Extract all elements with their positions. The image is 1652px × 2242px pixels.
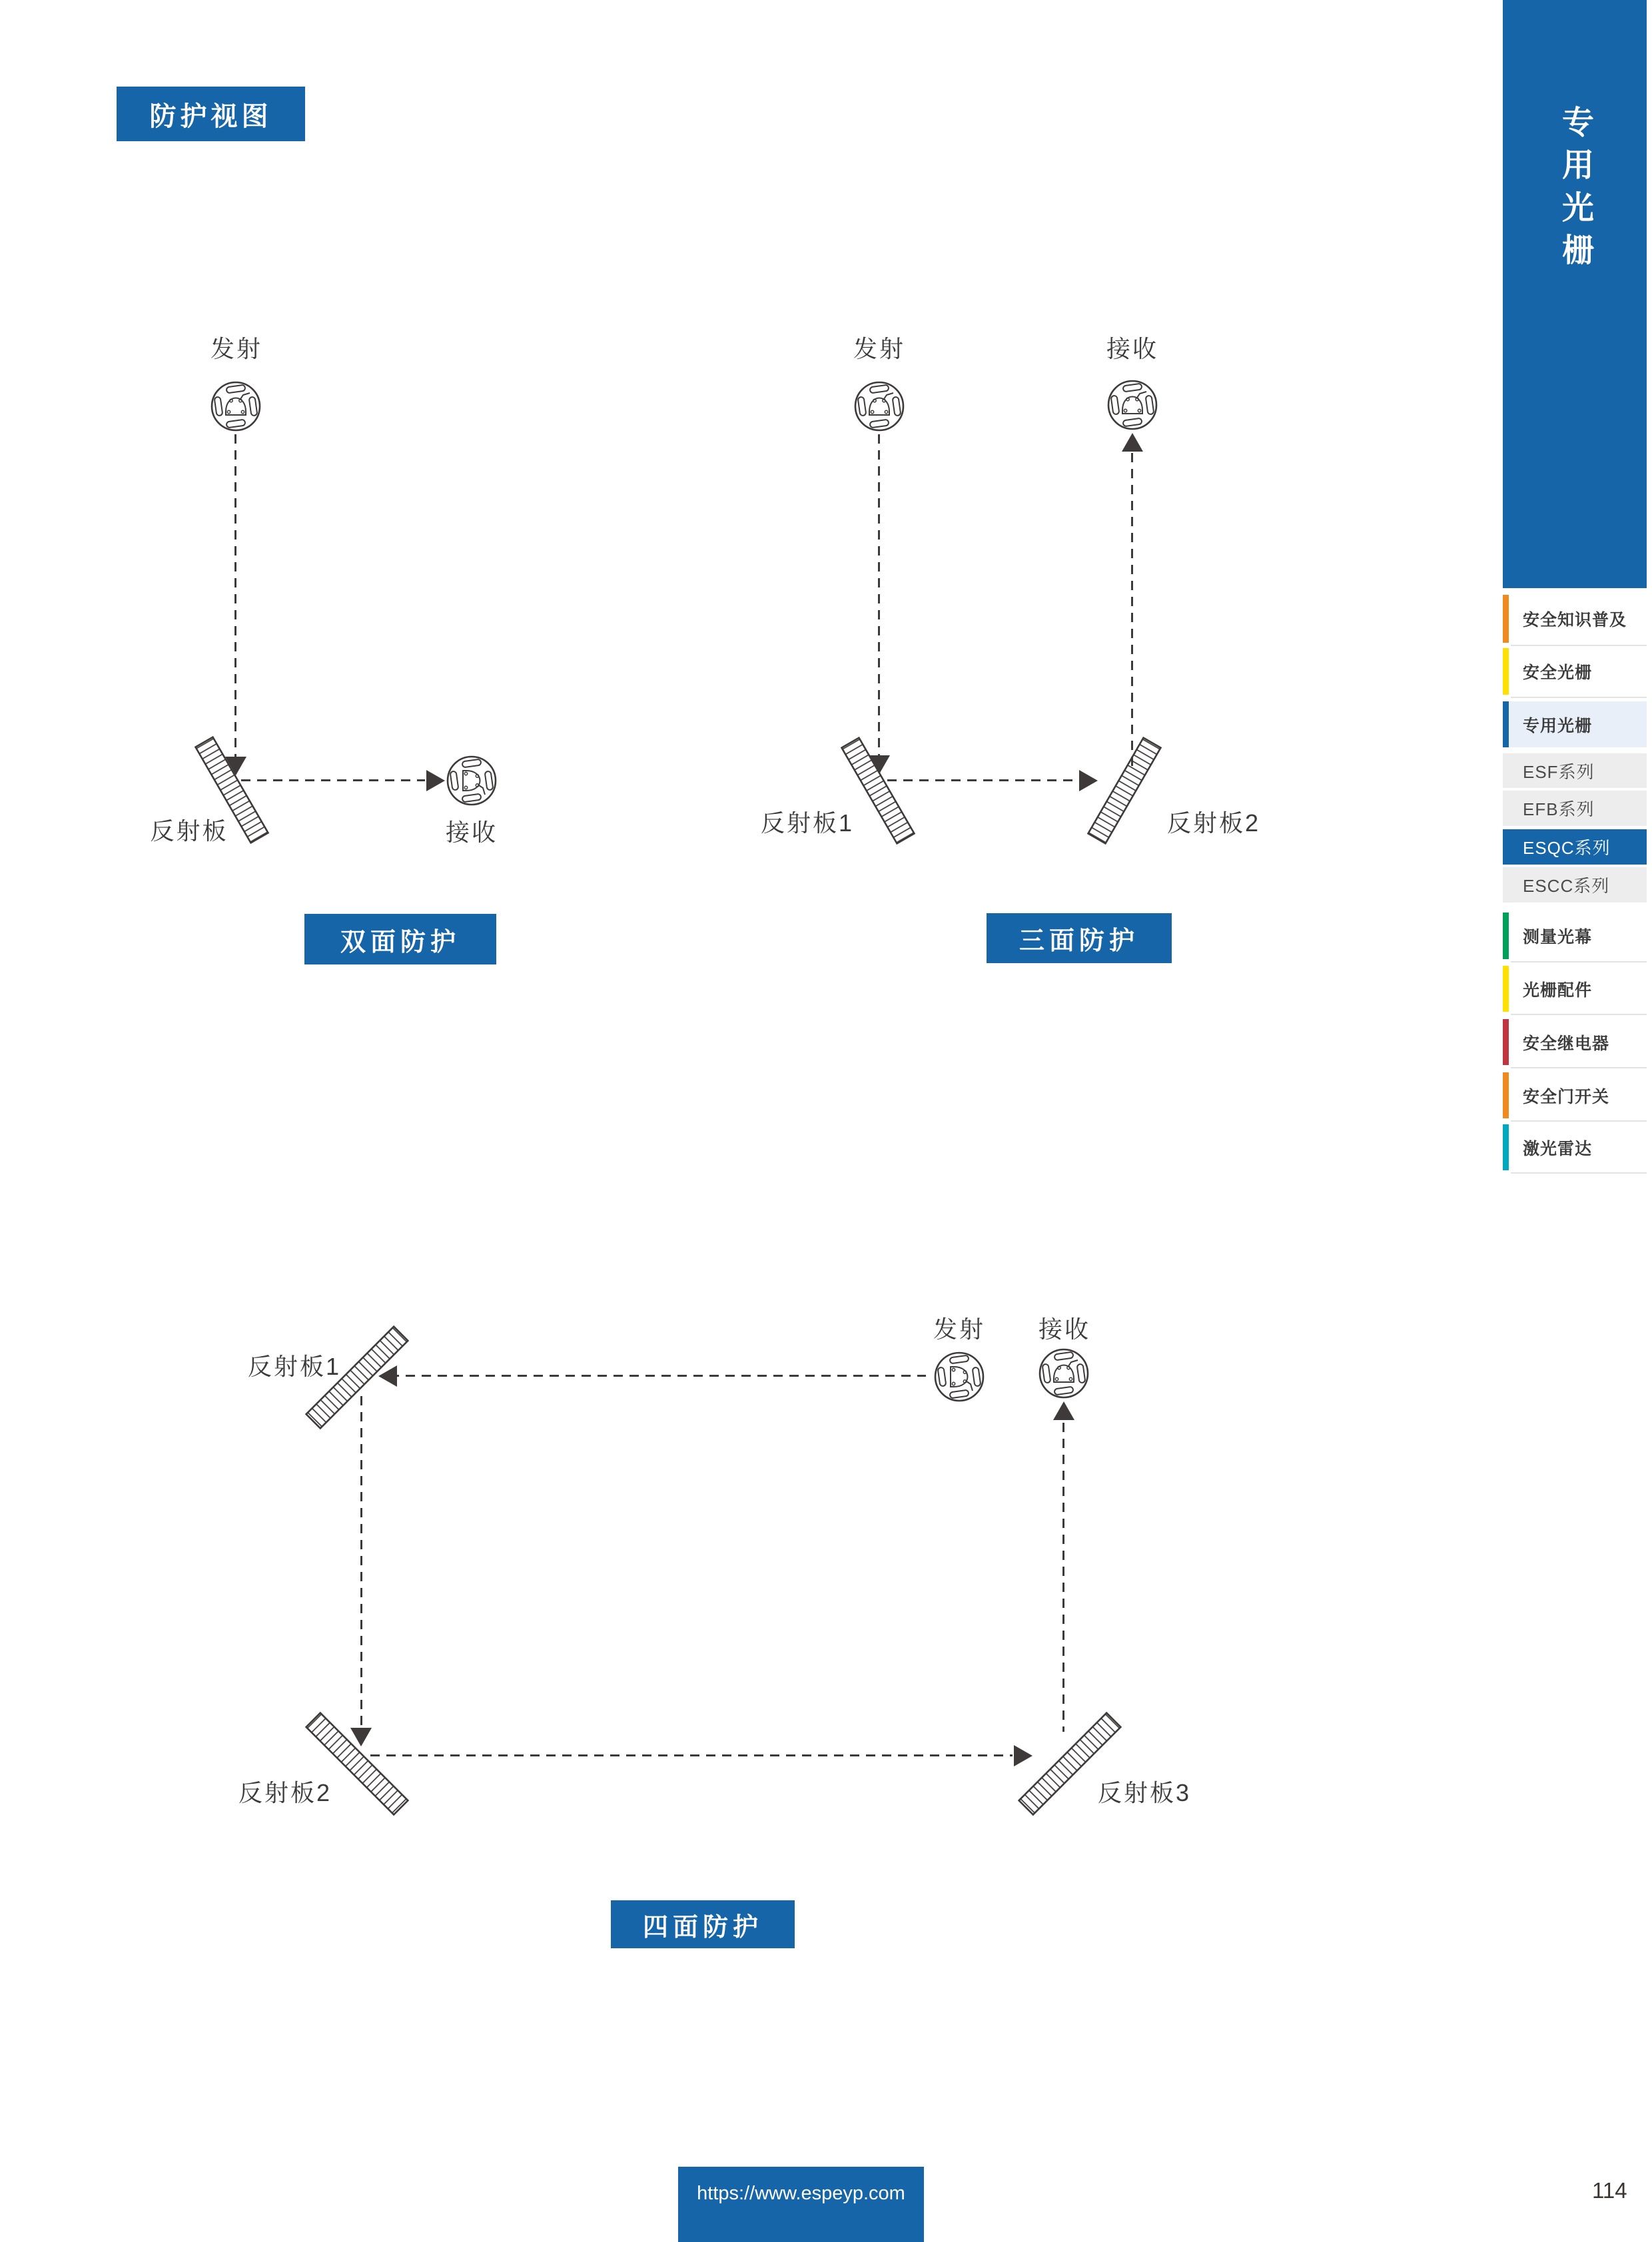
divider <box>1511 1014 1647 1015</box>
beam-dashed-line <box>887 779 1078 781</box>
sidebar-item-label: 安全继电器 <box>1523 1034 1610 1053</box>
arrow-up-icon <box>1053 1401 1074 1420</box>
receiver-sensor-icon <box>1106 378 1159 432</box>
category-color-bar <box>1503 966 1509 1012</box>
receiver-sensor-icon <box>1037 1347 1090 1400</box>
tx-label: 发射 <box>210 335 263 362</box>
category-color-bar <box>1503 595 1509 643</box>
sidebar-item-zhuanyongguangshan[interactable] <box>1503 701 1647 747</box>
beam-dashed-line <box>878 434 880 755</box>
category-color-bar <box>1503 648 1509 695</box>
tx-label: 发射 <box>933 1315 986 1343</box>
reflector-label: 反射板1 <box>247 1353 342 1380</box>
sidebar-item-efb-series[interactable] <box>1503 791 1647 826</box>
sidebar-item-label: 激光雷达 <box>1523 1139 1593 1158</box>
beam-dashed-line <box>360 1396 362 1728</box>
beam-dashed-line <box>241 779 425 781</box>
receiver-sensor-icon <box>445 754 498 807</box>
beam-dashed-line <box>370 1754 1013 1756</box>
reflector-label: 反射板 <box>150 817 228 845</box>
sidebar-item-label: 安全光栅 <box>1523 663 1593 682</box>
arrow-up-icon <box>1122 433 1143 452</box>
rx-label: 接收 <box>445 819 498 846</box>
reflector-label: 反射板2 <box>1166 809 1261 837</box>
sidebar-item-anquanguangshan[interactable] <box>1503 648 1647 695</box>
rx-label: 接收 <box>1106 335 1159 362</box>
sidebar-item-label: ESCC系列 <box>1523 876 1610 896</box>
arrow-right-icon <box>1079 770 1098 791</box>
sidebar-item-anquanzhishi[interactable] <box>1503 595 1647 643</box>
sidebar-item-guangshanpeijian[interactable] <box>1503 966 1647 1012</box>
category-color-bar <box>1503 1124 1509 1170</box>
arrow-right-icon <box>1014 1745 1032 1766</box>
sidebar-item-label: 测量光幕 <box>1523 928 1593 946</box>
sidebar-item-label: 光栅配件 <box>1523 980 1593 1000</box>
transmitter-sensor-icon <box>933 1350 986 1403</box>
sidebar-item-jiguangleida[interactable] <box>1503 1124 1647 1170</box>
page-number: 114 <box>1592 2178 1627 2203</box>
reflector-label: 反射板1 <box>760 809 855 837</box>
beam-dashed-line <box>234 434 236 757</box>
arrow-right-icon <box>426 770 445 791</box>
transmitter-sensor-icon <box>209 380 262 433</box>
diagram-caption: 四面防护 <box>611 1900 795 1948</box>
reflector-label: 反射板2 <box>238 1779 332 1806</box>
beam-dashed-line <box>1131 453 1133 766</box>
divider <box>1511 1067 1647 1068</box>
diagram-caption: 三面防护 <box>987 913 1172 963</box>
reflector-label: 反射板3 <box>1097 1779 1192 1806</box>
category-color-bar <box>1503 1019 1509 1065</box>
sidebar-item-label: ESF系列 <box>1523 761 1595 782</box>
sidebar-item-anquanjidianqi[interactable] <box>1503 1019 1647 1065</box>
rx-label: 接收 <box>1038 1315 1091 1343</box>
category-color-bar <box>1503 1072 1509 1118</box>
category-color-bar <box>1503 701 1509 747</box>
sidebar-item-esqc-series[interactable] <box>1503 829 1647 865</box>
sidebar-banner <box>1503 0 1647 588</box>
divider <box>1511 1120 1647 1122</box>
divider <box>1511 961 1647 962</box>
transmitter-sensor-icon <box>853 380 906 433</box>
page-title: 防护视图 <box>117 87 305 141</box>
sidebar-item-escc-series[interactable] <box>1503 867 1647 903</box>
divider <box>1511 645 1647 646</box>
sidebar-item-esf-series[interactable] <box>1503 753 1647 788</box>
divider <box>1511 697 1647 698</box>
sidebar-item-label: ESQC系列 <box>1523 838 1611 858</box>
sidebar-banner-text: 专用光栅 <box>1557 105 1593 276</box>
divider <box>1511 1172 1647 1174</box>
beam-dashed-line <box>390 1375 926 1377</box>
footer-url[interactable]: https://www.espeyp.com <box>678 2167 924 2242</box>
tx-label: 发射 <box>853 335 906 362</box>
sidebar-item-label: 安全知识普及 <box>1523 611 1627 629</box>
sidebar-item-label: 安全门开关 <box>1523 1087 1610 1106</box>
sidebar-item-anquanmenkaiguan[interactable] <box>1503 1072 1647 1118</box>
sidebar-item-label: 专用光栅 <box>1523 716 1593 735</box>
beam-dashed-line <box>1062 1423 1064 1732</box>
diagram-caption: 双面防护 <box>304 914 496 964</box>
sidebar-item-celiangguangmu[interactable] <box>1503 913 1647 959</box>
category-color-bar <box>1503 913 1509 959</box>
sidebar-item-label: EFB系列 <box>1523 799 1595 819</box>
